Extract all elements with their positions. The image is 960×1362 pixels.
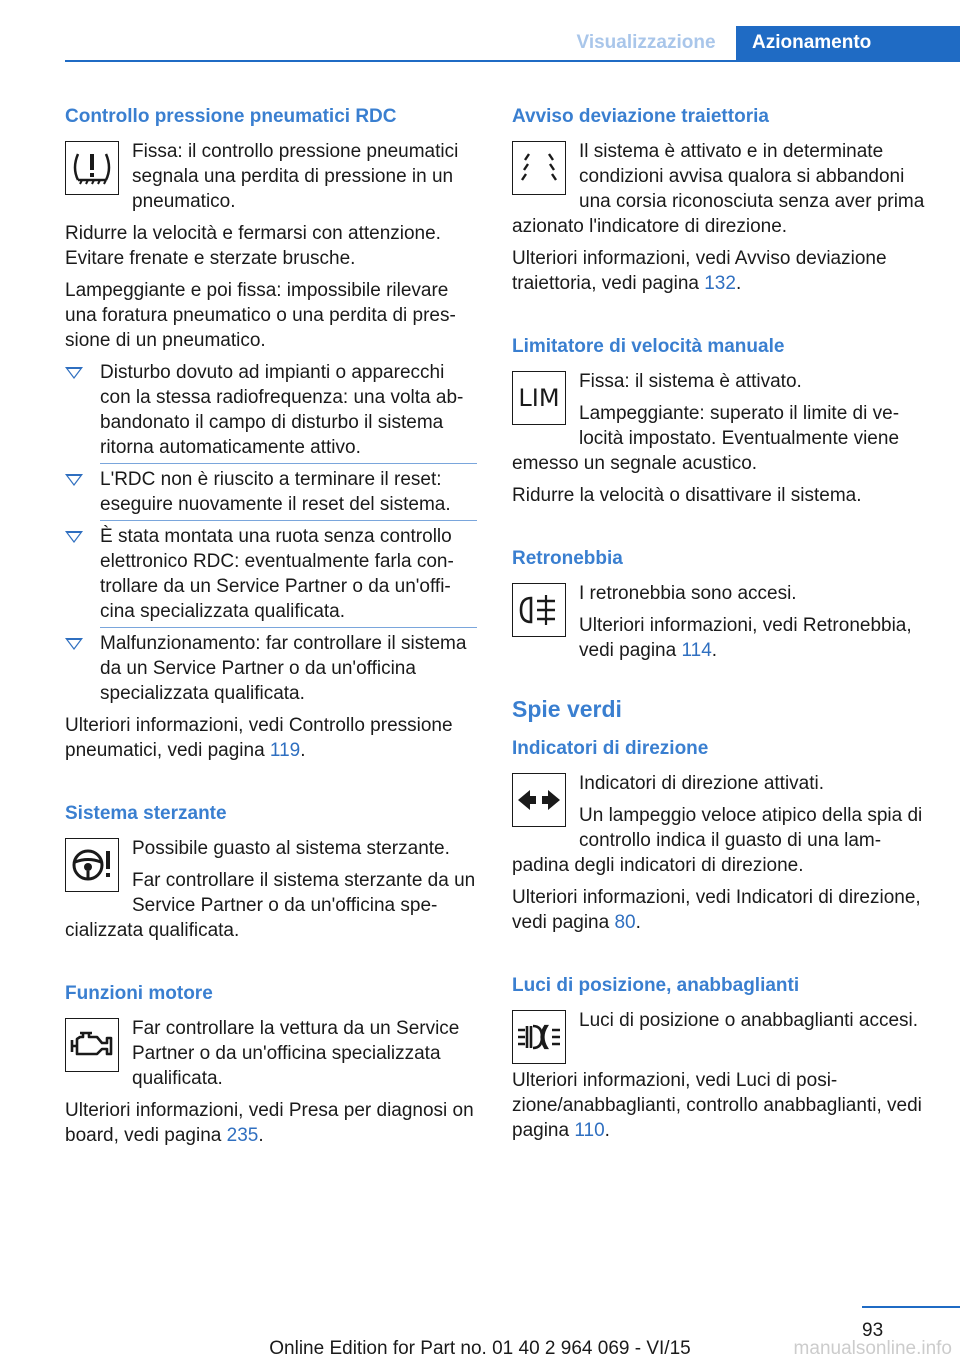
- speed-limiter-icon: [512, 371, 566, 425]
- steering-heading: Sistema sterzante: [65, 803, 227, 824]
- list-item: [65, 524, 477, 624]
- lane-page-link[interactable]: 132: [704, 273, 736, 294]
- turn-page-link[interactable]: 80: [614, 912, 636, 933]
- bullet-triangle-icon: [65, 367, 83, 379]
- turn-more-info: Ulteriori informazioni, vedi Indicatori di direzione, vedi pagina 80.: [512, 887, 921, 933]
- bullet-triangle-icon: [65, 531, 83, 543]
- edition-footer: Online Edition for Part no. 01 40 2 964 069 - VI/15: [269, 1338, 691, 1359]
- limiter-paragraph-1: Fissa: il sistema è attivato.: [579, 371, 802, 392]
- limiter-paragraph-3: Ridurre la velocità o disattivare il sistema.: [512, 485, 862, 506]
- left-column: [65, 104, 477, 1155]
- green-lights-heading: Spie verdi: [512, 696, 622, 722]
- engine-more-info: Ulteriori informazioni, vedi Presa per diagnosi on board, vedi pagina 235.: [65, 1100, 474, 1146]
- engine-more-text: Ulteriori informazioni, vedi Presa per diagnosi on board, vedi pagina: [65, 1100, 474, 1146]
- list-item: [65, 360, 477, 460]
- rdc-bullet-list: [65, 360, 477, 706]
- section-steering: [65, 801, 477, 950]
- footer-rule: [862, 1306, 960, 1308]
- section-limiter: [512, 334, 930, 508]
- tab-azionamento[interactable]: [736, 26, 960, 60]
- section-rdc: [65, 104, 477, 763]
- steering-paragraph-2: Far controllare il sistema sterzante da un Service Partner o da un'officina specializzata qualificata.: [65, 870, 476, 941]
- lane-more-info: Ulteriori informazioni, vedi Avviso deviazione traiettoria, vedi pagina 132.: [512, 248, 887, 294]
- page-number: 93: [862, 1320, 884, 1341]
- lane-paragraph-1: Il sistema è attivato e in determinate condizioni avvisa qualora si abbandoni una corsia riconosciuta senza aver prima azionato l'indicatore di direzione.: [512, 141, 925, 237]
- bullet-triangle-icon: [65, 638, 83, 650]
- fog-more-text: Ulteriori informazioni, vedi Retronebbia, vedi pagina: [579, 615, 912, 661]
- lights-heading: Luci di posizione, anabbaglianti: [512, 975, 800, 996]
- section-engine: [65, 981, 477, 1148]
- section-lights: [512, 973, 930, 1143]
- section-lane: [512, 104, 930, 296]
- bullet-text: Malfunzionamento: far controllare il sistema da un Service Partner o da un'officina specializzata qualificata.: [100, 633, 467, 704]
- tire-pressure-warning-icon: [65, 141, 119, 195]
- rdc-paragraph-1: Ridurre la velocità e fermarsi con attenzione. Evitare frenate e sterzate brusche.: [65, 223, 441, 269]
- rdc-paragraph-2: Lampeggiante e poi fissa: impossibile rilevare una foratura pneumatico o una perdita di pressione di un pneumatico.: [65, 280, 456, 351]
- lights-page-link[interactable]: 110: [574, 1120, 605, 1141]
- parking-lights-icon: [512, 1010, 566, 1064]
- section-fog: [512, 546, 930, 670]
- limiter-icon-text: LIM: [518, 383, 560, 412]
- turn-heading: Indicatori di direzione: [512, 738, 709, 759]
- limiter-paragraph-2: Lampeggiante: superato il limite di velocità impostato. Eventualmente viene emesso un segnale acustico.: [512, 403, 900, 474]
- bullet-text: È stata montata una ruota senza controllo elettronico RDC: eventualmente farla controllare da un Service Partner o da un'officina specializzata qualificata.: [100, 526, 454, 622]
- tab-visualizzazione-label: Visualizzazione: [576, 32, 716, 53]
- list-item: [65, 467, 477, 517]
- rdc-intro: Fissa: il controllo pressione pneumatici segnala una perdita di pressione in un pneumatico.: [132, 141, 459, 212]
- engine-paragraph-1: Far controllare la vettura da un Service Partner o da un'officina specializzata qualificata.: [132, 1018, 460, 1089]
- fog-paragraph-1: I retronebbia sono accesi.: [579, 583, 797, 604]
- limiter-heading: Limitatore di velocità manuale: [512, 336, 785, 357]
- watermark: manualsonline.info: [793, 1338, 952, 1359]
- lights-paragraph-1: Luci di posizione o anabbaglianti accesi.: [579, 1010, 919, 1031]
- lane-departure-icon: [512, 141, 566, 195]
- lane-heading: Avviso deviazione traiettoria: [512, 106, 769, 127]
- engine-page-link[interactable]: 235: [226, 1125, 259, 1146]
- turn-paragraph-2: Un lampeggio veloce atipico della spia di controllo indica il guasto di una lampadina degli indicatori di direzione.: [512, 805, 923, 876]
- list-item: [65, 631, 477, 706]
- bullet-text: Disturbo dovuto ad impianti o apparecchi con la stessa radiofrequenza: una volta abbandonato il campo di disturbo il sistema ritorna automaticamente attivo.: [100, 362, 464, 458]
- rdc-more-info: Ulteriori informazioni, vedi Controllo pressione pneumatici, vedi pagina 119.: [65, 715, 453, 761]
- lights-more-info: Ulteriori informazioni, vedi Luci di posizione/anabbaglianti, controllo anabbaglianti, vedi pagina 110.: [512, 1070, 922, 1141]
- lane-more-text: Ulteriori informazioni, vedi Avviso deviazione traiettoria, vedi pagina: [512, 248, 887, 294]
- header-rule: [65, 60, 960, 62]
- rdc-heading: Controllo pressione pneumatici RDC: [65, 106, 397, 127]
- bullet-triangle-icon: [65, 474, 83, 486]
- tab-visualizzazione[interactable]: [558, 26, 734, 60]
- fog-more-info: Ulteriori informazioni, vedi Retronebbia, vedi pagina 114.: [579, 615, 912, 661]
- turn-signal-arrows-icon: [512, 773, 566, 827]
- fog-page-link[interactable]: 114: [681, 640, 712, 661]
- steering-paragraph-1: Possibile guasto al sistema sterzante.: [132, 838, 450, 859]
- rdc-page-link[interactable]: 119: [269, 740, 301, 761]
- lights-more-text: Ulteriori informazioni, vedi Luci di posizione/anabbaglianti, controllo anabbaglianti, vedi pagina: [512, 1070, 922, 1141]
- bullet-text: L'RDC non è riuscito a terminare il reset: eseguire nuovamente il reset del sistema.: [100, 469, 451, 515]
- section-turn: [512, 736, 930, 935]
- rear-fog-light-icon: [512, 583, 566, 637]
- engine-check-icon: [65, 1018, 119, 1072]
- rdc-more-text: Ulteriori informazioni, vedi Controllo pressione pneumatici, vedi pagina: [65, 715, 453, 761]
- steering-wheel-warning-icon: [65, 838, 119, 892]
- turn-paragraph-1: Indicatori di direzione attivati.: [579, 773, 825, 794]
- fog-heading: Retronebbia: [512, 548, 623, 569]
- turn-more-text: Ulteriori informazioni, vedi Indicatori di direzione, vedi pagina: [512, 887, 921, 933]
- engine-heading: Funzioni motore: [65, 983, 213, 1004]
- right-column: [512, 104, 930, 1150]
- tab-azionamento-label: Azionamento: [752, 32, 872, 53]
